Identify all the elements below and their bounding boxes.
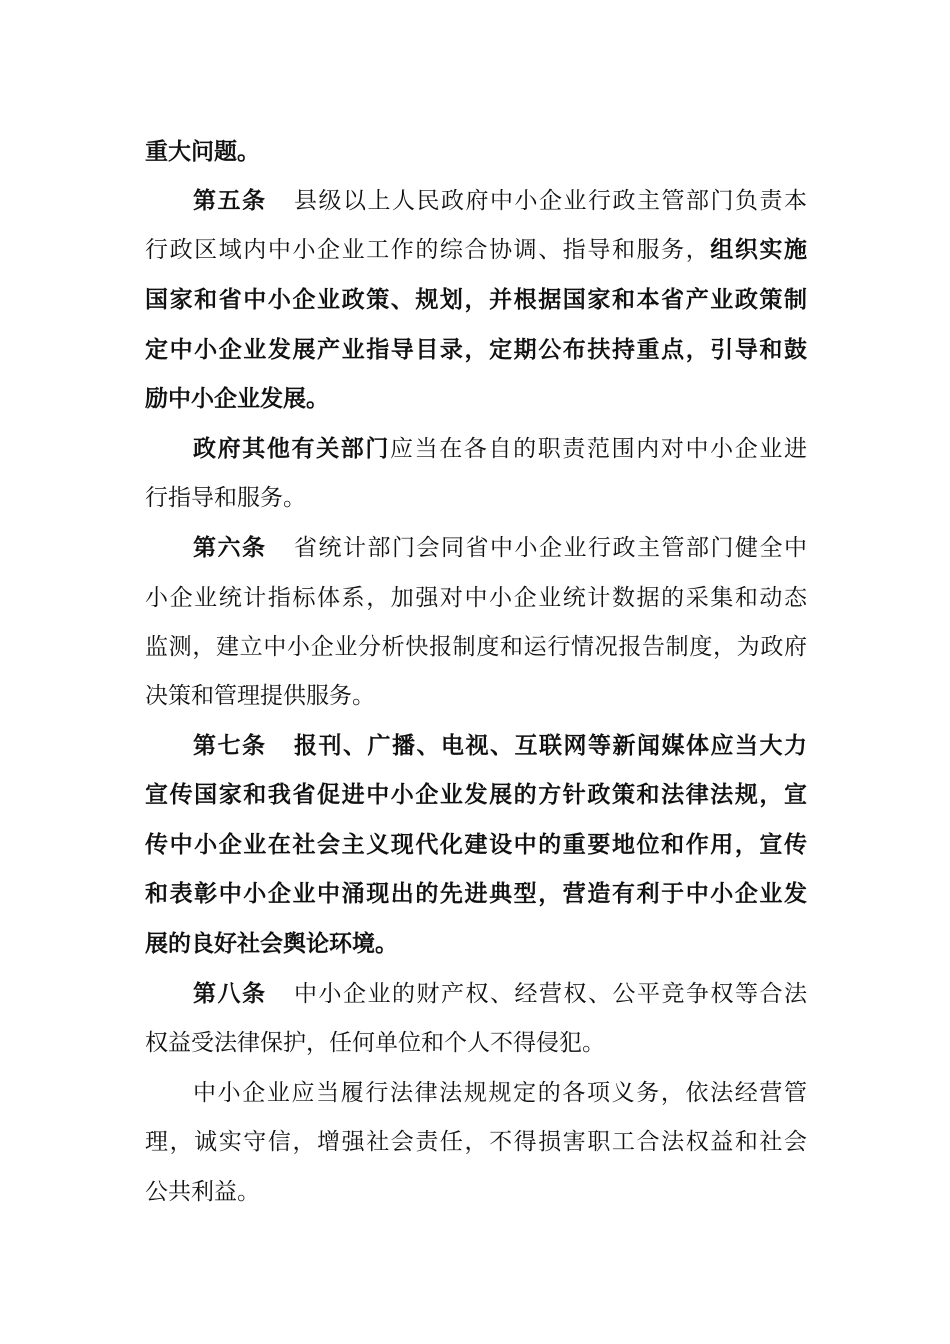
text-segment: 小企业统计指标体系，加强对中小企业统计数据的采集和动态 xyxy=(145,585,807,611)
text-segment: 励中小企业发展。 xyxy=(145,386,329,412)
line-15 xyxy=(145,825,807,865)
text-segment: 决策和管理提供服务。 xyxy=(145,683,375,709)
text-segment: 应当在各自的职责范围内对中小企业进 xyxy=(390,436,807,462)
text-segment: 展的良好社会舆论环境。 xyxy=(145,931,398,957)
line-13 xyxy=(193,726,807,766)
line-20 xyxy=(193,1073,807,1113)
text-segment: 定中小企业发展产业指导目录，定期公布扶持重点，引导和鼓 xyxy=(145,337,807,363)
article-heading: 第六条 xyxy=(193,535,267,561)
article-heading: 第五条 xyxy=(193,188,267,214)
text-segment: 监测，建立中小企业分析快报制度和运行情况报告制度，为政府 xyxy=(145,634,807,660)
text-segment: 报刊、广播、电视、互联网等新闻媒体应当大力 xyxy=(292,733,807,759)
text-segment: 宣传国家和我省促进中小企业发展的方针政策和法律法规，宣 xyxy=(145,782,807,808)
text-segment: 组织实施 xyxy=(710,237,808,263)
line-2 xyxy=(193,181,807,221)
text-segment: 省统计部门会同省中小企业行政主管部门健全中 xyxy=(292,535,807,561)
line-5 xyxy=(145,330,807,370)
article-heading: 第八条 xyxy=(193,981,267,1007)
text-segment: 传中小企业在社会主义现代化建设中的重要地位和作用，宣传 xyxy=(145,832,807,858)
text-segment: 行政区域内中小企业工作的综合协调、指导和服务， xyxy=(145,237,711,263)
text-segment: 县级以上人民政府中小企业行政主管部门负责本 xyxy=(292,188,807,214)
text-segment: 国家和省中小企业政策、规划，并根据国家和本省产业政策制 xyxy=(145,287,807,313)
line-1 xyxy=(145,132,807,172)
article-heading: 第七条 xyxy=(193,733,267,759)
line-22 xyxy=(145,1172,807,1212)
line-14 xyxy=(145,775,807,815)
line-17 xyxy=(145,924,807,964)
line-6 xyxy=(145,379,807,419)
line-8 xyxy=(145,478,807,518)
text-segment: 重大问题。 xyxy=(145,139,260,165)
text-segment: 中小企业的财产权、经营权、公平竞争权等合法 xyxy=(292,981,807,1007)
text-segment: 理，诚实守信，增强社会责任，不得损害职工合法权益和社会 xyxy=(145,1129,807,1155)
text-segment: 中小企业应当履行法律法规规定的各项义务，依法经营管 xyxy=(193,1080,807,1106)
line-19 xyxy=(145,1023,807,1063)
line-4 xyxy=(145,280,807,320)
line-3 xyxy=(145,230,807,270)
line-9 xyxy=(193,528,807,568)
text-segment: 行指导和服务。 xyxy=(145,485,306,511)
line-12 xyxy=(145,676,807,716)
text-segment: 政府其他有关部门 xyxy=(193,436,390,462)
text-segment: 公共利益。 xyxy=(145,1179,260,1205)
text-segment: 权益受法律保护，任何单位和个人不得侵犯。 xyxy=(145,1030,605,1056)
line-11 xyxy=(145,627,807,667)
line-10 xyxy=(145,578,807,618)
line-18 xyxy=(193,974,807,1014)
line-16 xyxy=(145,874,807,914)
text-segment: 和表彰中小企业中涌现出的先进典型，营造有利于中小企业发 xyxy=(145,881,807,907)
line-21 xyxy=(145,1122,807,1162)
line-7 xyxy=(193,429,807,469)
